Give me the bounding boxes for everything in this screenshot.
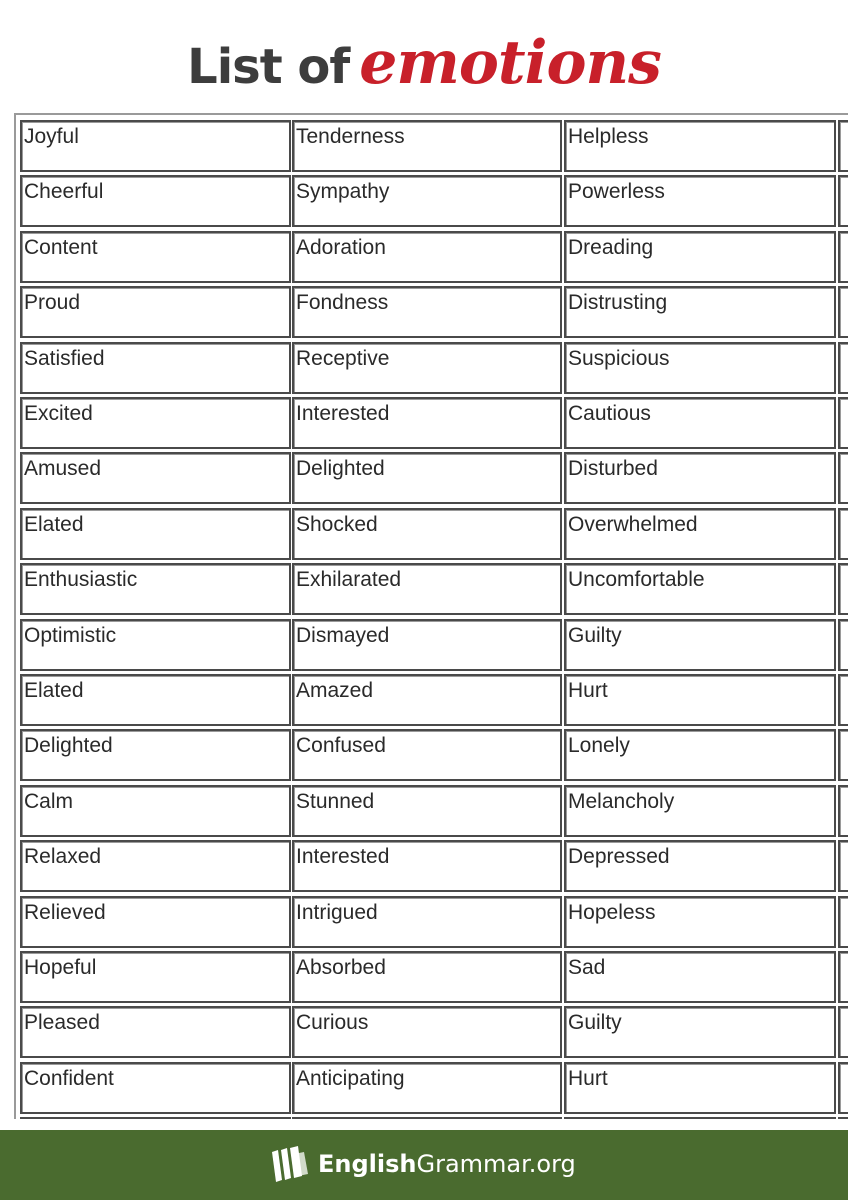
table-cell: Stunned	[292, 785, 562, 837]
table-cell: Cautious	[564, 397, 836, 449]
page-title	[0, 28, 848, 98]
table-cell: Confused	[292, 729, 562, 781]
table-cell-cropped	[838, 175, 848, 227]
table-cell: Absorbed	[292, 951, 562, 1003]
footer-banner	[0, 1130, 848, 1200]
table-cell: Lonely	[564, 729, 836, 781]
table-cell: Hurt	[564, 1062, 836, 1114]
table-cell-cropped	[838, 1062, 848, 1114]
table-cell-cropped	[838, 785, 848, 837]
table-cell-cropped	[838, 120, 848, 172]
table-cell: Enthusiastic	[20, 563, 291, 615]
table-cell: Powerless	[564, 175, 836, 227]
table-cell: Sad	[564, 951, 836, 1003]
table-cell: Relieved	[20, 896, 291, 948]
table-cell: Tenderness	[292, 120, 562, 172]
table-cell: Guilty	[564, 1006, 836, 1058]
brand-link[interactable]	[268, 1142, 576, 1186]
table-cell: Joyful	[20, 120, 291, 172]
table-cell-cropped	[292, 1117, 562, 1119]
table-cell: Excited	[20, 397, 291, 449]
table-cell: Fondness	[292, 286, 562, 338]
table-cell: Suspicious	[564, 342, 836, 394]
table-cell: Proud	[20, 286, 291, 338]
table-cell: Elated	[20, 674, 291, 726]
table-cell-cropped	[838, 674, 848, 726]
table-cell: Shocked	[292, 508, 562, 560]
table-cell: Helpless	[564, 120, 836, 172]
table-cell-cropped	[838, 397, 848, 449]
books-logo-icon	[268, 1142, 312, 1186]
table-cell: Calm	[20, 785, 291, 837]
table-cell: Delighted	[20, 729, 291, 781]
table-cell-cropped	[838, 563, 848, 615]
table-cell-cropped	[838, 896, 848, 948]
table-cell: Hopeless	[564, 896, 836, 948]
title-plain: List of	[187, 39, 350, 95]
table-cell-cropped	[838, 840, 848, 892]
table-cell: Dismayed	[292, 619, 562, 671]
emotions-table	[14, 113, 848, 1119]
table-cell: Content	[20, 231, 291, 283]
table-cell: Receptive	[292, 342, 562, 394]
table-cell: Amazed	[292, 674, 562, 726]
table-cell-cropped	[838, 286, 848, 338]
table-cell: Sympathy	[292, 175, 562, 227]
table-cell-cropped	[838, 452, 848, 504]
brand-name-light: Grammar.org	[416, 1150, 576, 1178]
table-cell: Hurt	[564, 674, 836, 726]
table-cell: Pleased	[20, 1006, 291, 1058]
table-cell-cropped	[564, 1117, 836, 1119]
table-cell-cropped	[20, 1117, 291, 1119]
table-cell: Anticipating	[292, 1062, 562, 1114]
table-cell-cropped	[838, 342, 848, 394]
table-cell: Hopeful	[20, 951, 291, 1003]
table-cell: Satisfied	[20, 342, 291, 394]
table-cell-cropped	[838, 1117, 848, 1119]
table-cell-cropped	[838, 729, 848, 781]
table-cell: Guilty	[564, 619, 836, 671]
table-cell-cropped	[838, 619, 848, 671]
title-accent: emotions	[359, 28, 661, 98]
brand-name-bold: English	[318, 1150, 417, 1178]
table-cell: Delighted	[292, 452, 562, 504]
table-cell-cropped	[838, 508, 848, 560]
table-cell: Cheerful	[20, 175, 291, 227]
table-cell: Depressed	[564, 840, 836, 892]
table-cell: Distrusting	[564, 286, 836, 338]
table-cell-cropped	[838, 951, 848, 1003]
table-cell: Confident	[20, 1062, 291, 1114]
table-cell: Exhilarated	[292, 563, 562, 615]
table-cell-cropped	[838, 1006, 848, 1058]
table-cell: Intrigued	[292, 896, 562, 948]
table-cell: Elated	[20, 508, 291, 560]
table-cell: Amused	[20, 452, 291, 504]
table-cell: Uncomfortable	[564, 563, 836, 615]
table-cell-cropped	[838, 231, 848, 283]
table-cell: Overwhelmed	[564, 508, 836, 560]
table-cell: Optimistic	[20, 619, 291, 671]
table-cell: Interested	[292, 840, 562, 892]
table-cell: Curious	[292, 1006, 562, 1058]
table-cell: Dreading	[564, 231, 836, 283]
table-cell: Interested	[292, 397, 562, 449]
table-cell: Adoration	[292, 231, 562, 283]
table-cell: Melancholy	[564, 785, 836, 837]
table-cell: Relaxed	[20, 840, 291, 892]
table-cell: Disturbed	[564, 452, 836, 504]
